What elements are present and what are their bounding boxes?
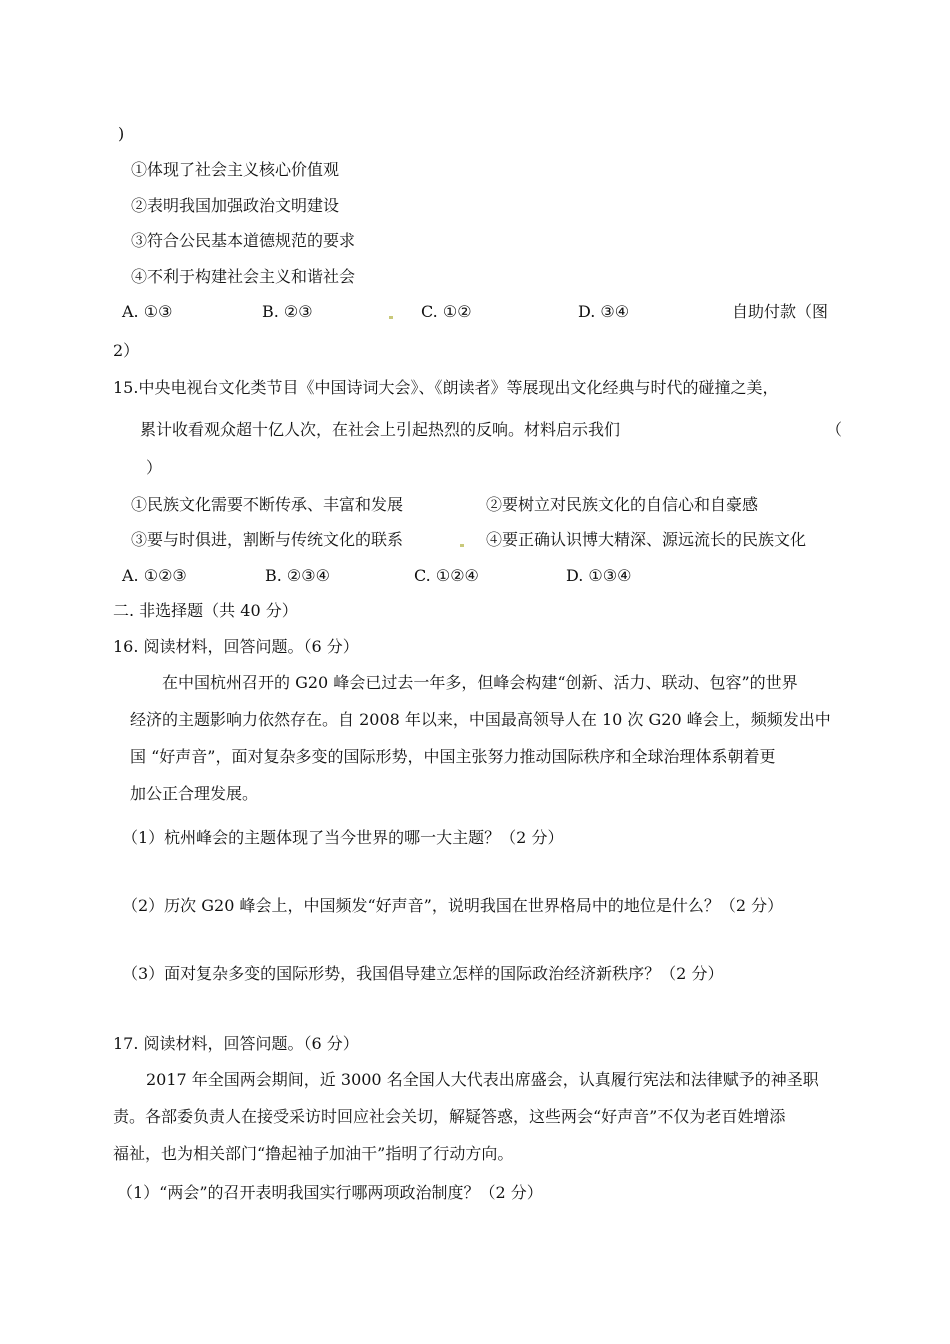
q14-choice-a: A. ①③: [122, 302, 173, 321]
q16-question-2: （2）历次 G20 峰会上，中国频发“好声音”，说明我国在世界格局中的地位是什么？（2 分）: [122, 896, 784, 915]
q15-choice-b: B. ②③④: [265, 566, 330, 585]
q16-header: 16. 阅读材料，回答问题。（6 分）: [113, 637, 359, 656]
decorative-dot: [460, 544, 464, 547]
q14-option-4: ④不利于构建社会主义和谐社会: [131, 267, 356, 286]
q14-option-2: ②表明我国加强政治文明建设: [131, 196, 340, 215]
q16-material-line-4: 加公正合理发展。: [130, 784, 259, 803]
q14-paren-close: ): [118, 124, 125, 143]
q15-option-3: ③要与时俱进，割断与传统文化的联系: [131, 530, 404, 549]
q15-option-2: ②要树立对民族文化的自信心和自豪感: [486, 495, 759, 514]
q17-header: 17. 阅读材料，回答问题。（6 分）: [113, 1034, 359, 1053]
q15-choice-c: C. ①②④: [414, 566, 479, 585]
q14-trailing-text-cont: 2）: [113, 341, 140, 360]
q14-option-1: ①体现了社会主义核心价值观: [131, 160, 340, 179]
q14-choice-c: C. ①②: [421, 302, 472, 321]
section-title: 二. 非选择题（共 40 分）: [113, 601, 298, 620]
q15-choice-d: D. ①③④: [566, 566, 632, 585]
q14-choice-d: D. ③④: [578, 302, 630, 321]
q16-material-line-1: 在中国杭州召开的 G20 峰会已过去一年多，但峰会构建“创新、活力、联动、包容”的世界: [162, 673, 798, 692]
q15-option-1: ①民族文化需要不断传承、丰富和发展: [131, 495, 404, 514]
q14-option-3: ③符合公民基本道德规范的要求: [131, 231, 356, 250]
decorative-dot: [389, 316, 393, 319]
q16-question-1: （1）杭州峰会的主题体现了当今世界的哪一大主题？（2 分）: [122, 828, 564, 847]
q16-question-3: （3）面对复杂多变的国际形势，我国倡导建立怎样的国际政治经济新秩序？（2 分）: [122, 964, 724, 983]
q17-question-1: （1）“两会”的召开表明我国实行哪两项政治制度？（2 分）: [117, 1183, 543, 1202]
q16-material-line-2: 经济的主题影响力依然存在。自 2008 年以来，中国最高领导人在 10 次 G20 峰会上，频频发出中: [130, 710, 831, 729]
q14-trailing-text: 自助付款（图: [732, 302, 829, 321]
q16-material-line-3: 国 “好声音”，面对复杂多变的国际形势，中国主张努力推动国际秩序和全球治理体系朝着更: [130, 747, 776, 766]
q15-paren-open: （: [826, 420, 843, 439]
q15-paren-close: ）: [146, 458, 163, 477]
q15-stem-line-2: 累计收看观众超十亿人次，在社会上引起热烈的反响。材料启示我们: [140, 420, 621, 439]
q14-choice-b: B. ②③: [262, 302, 313, 321]
q15-choice-a: A. ①②③: [122, 566, 187, 585]
q17-material-line-1: 2017 年全国两会期间，近 3000 名全国人大代表出席盛会，认真履行宪法和法律赋予的神圣职: [146, 1070, 819, 1089]
q17-material-line-2: 责。各部委负责人在接受采访时回应社会关切，解疑答惑，这些两会“好声音”不仅为老百姓增添: [113, 1107, 786, 1126]
q15-stem-line-1: 15.中央电视台文化类节目《中国诗词大会》、《朗读者》等展现出文化经典与时代的碰撞之美，: [113, 378, 779, 397]
q17-material-line-3: 福祉，也为相关部门“撸起袖子加油干”指明了行动方向。: [113, 1144, 514, 1163]
q15-option-4: ④要正确认识博大精深、源远流长的民族文化: [486, 530, 807, 549]
